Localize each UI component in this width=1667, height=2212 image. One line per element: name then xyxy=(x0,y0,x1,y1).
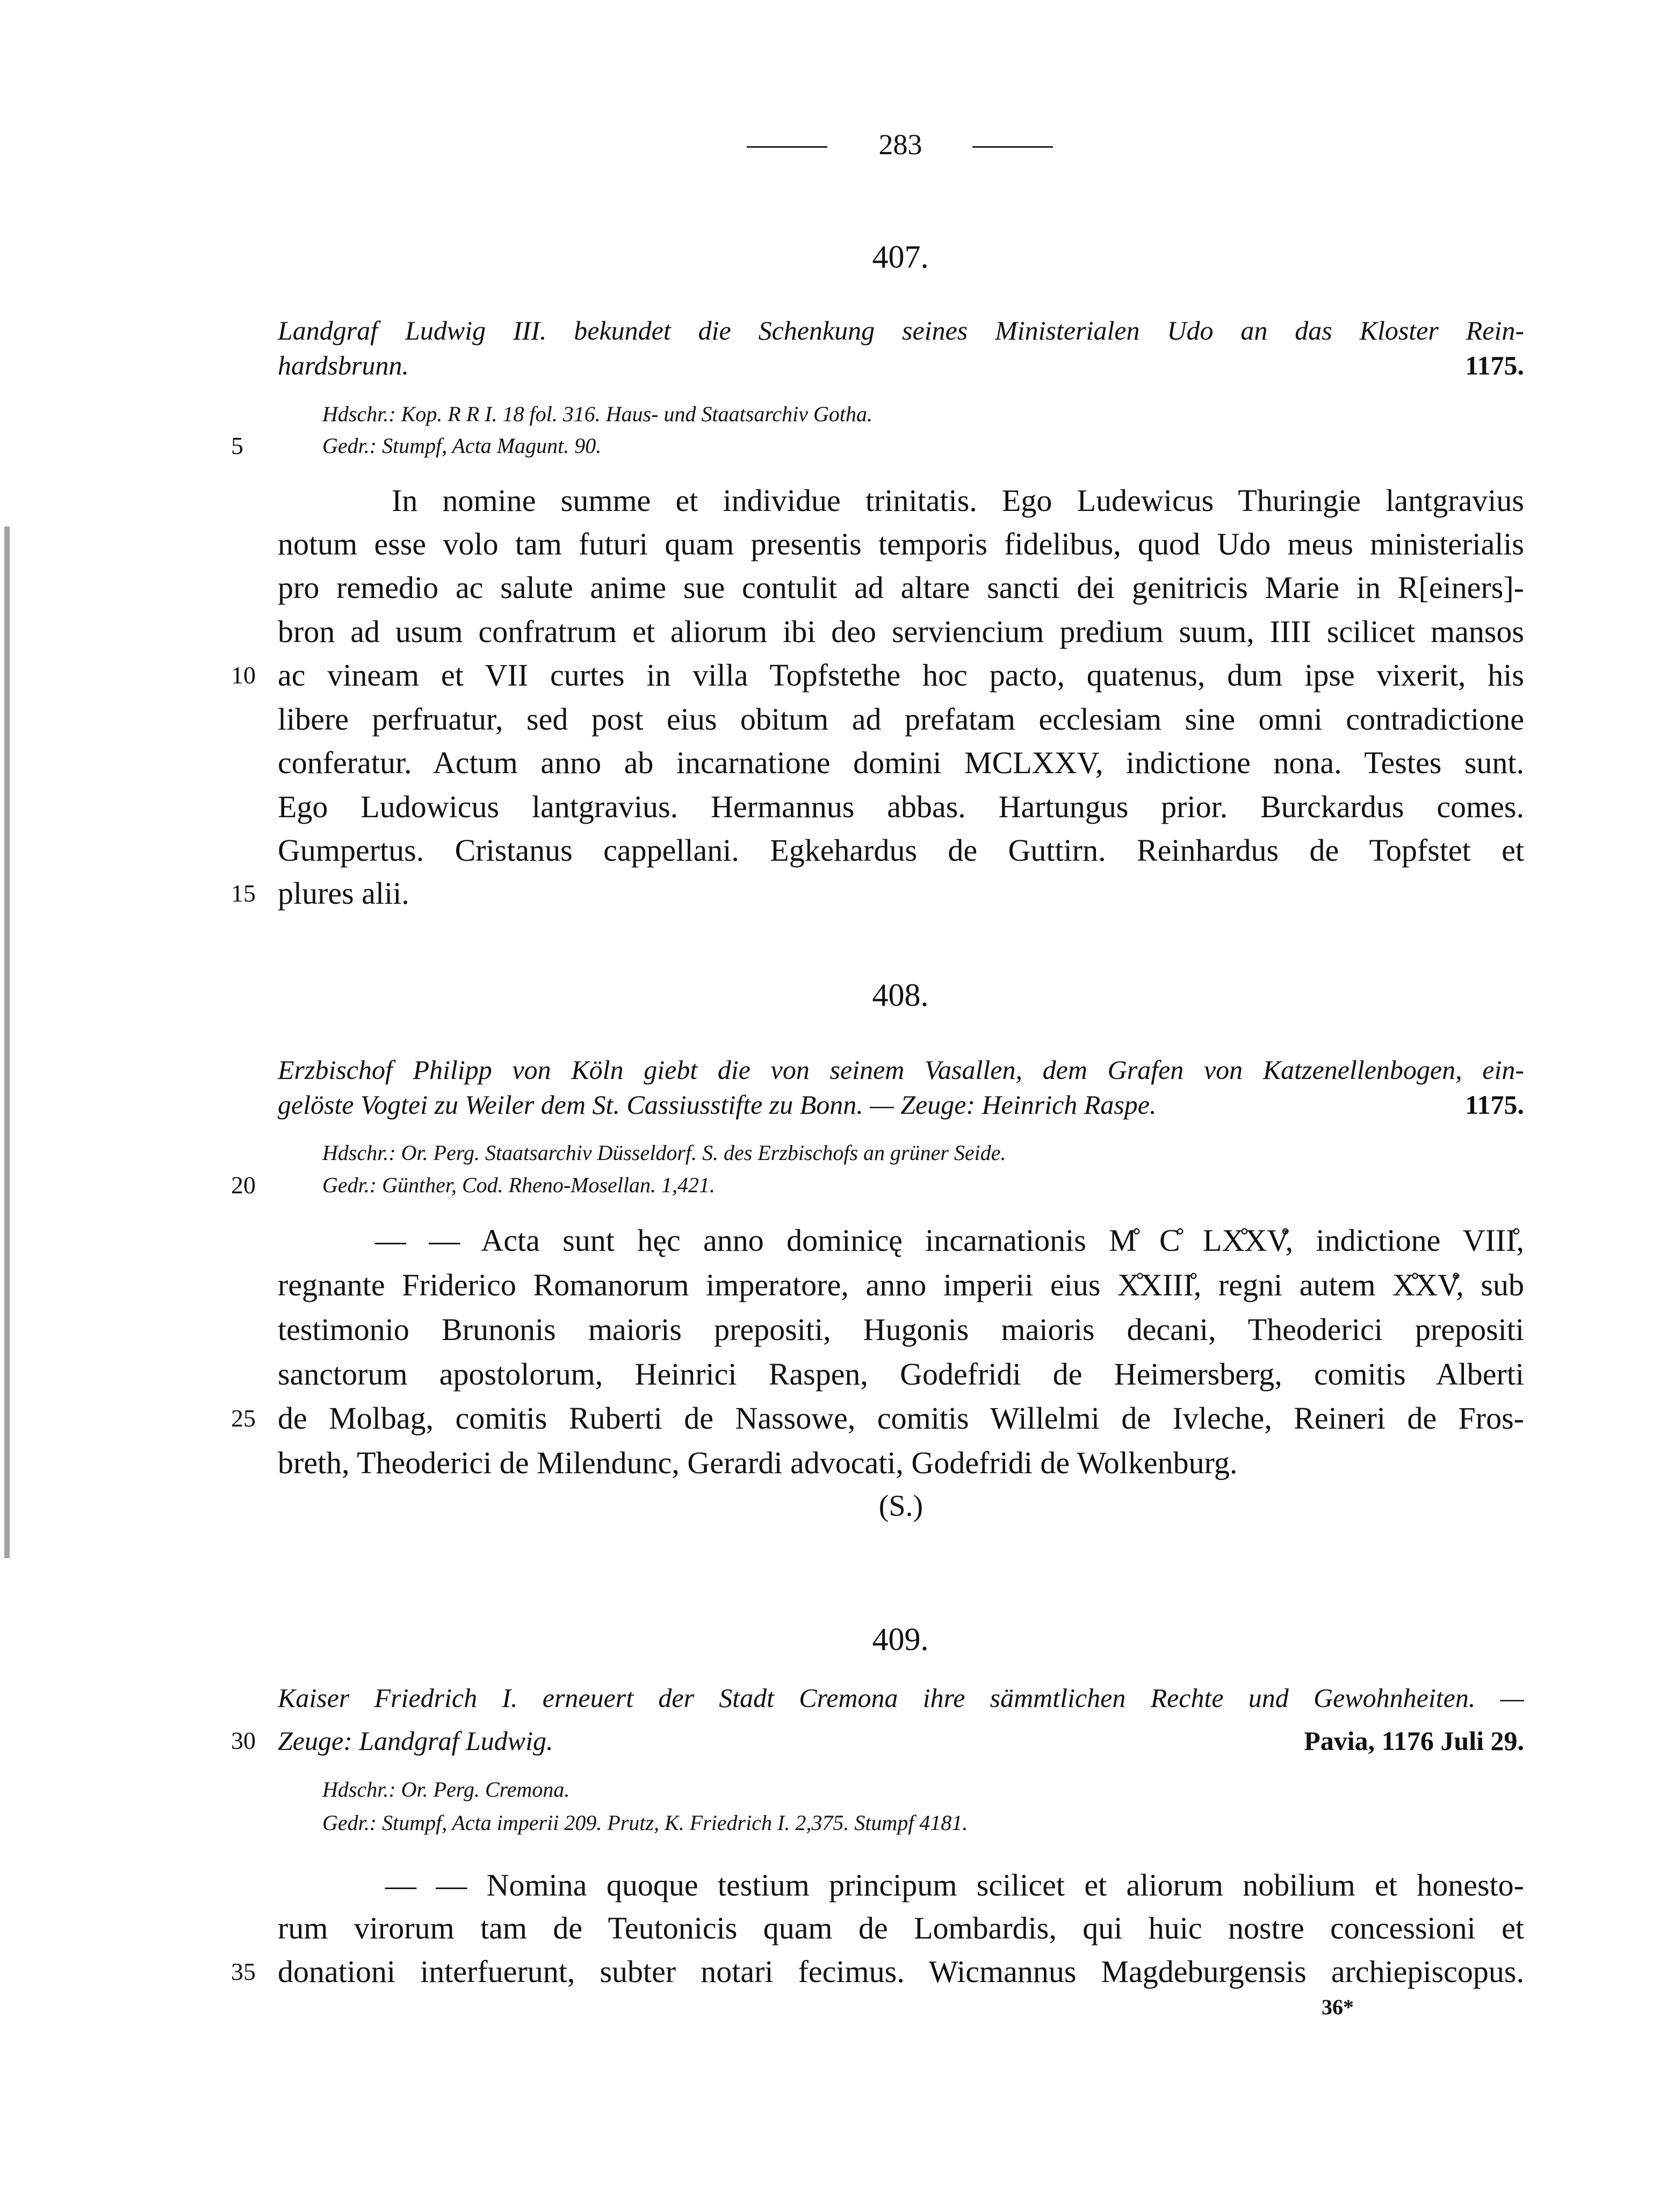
seal-mark: (S.) xyxy=(878,1489,923,1523)
regest-heading-line xyxy=(278,1087,1524,1122)
document-number: 407. xyxy=(872,239,929,275)
text-line: rum virorum tam de Teutonicis quam de Lombardis, qui huic nostre concessioni et xyxy=(278,1911,1524,1946)
document-date: 1175. xyxy=(1465,1090,1524,1120)
text-line: donationi interfuerunt, subter notari fecimus. Wicmannus Magdeburgensis archiepiscopus. xyxy=(278,1954,1524,1989)
text-line: — — Acta sunt hęc anno dominicę incarnationis M̊ C̊ LX̊XV̊, indictione VIII̊, xyxy=(375,1223,1524,1258)
line-number: 10 xyxy=(231,661,256,689)
regest-heading-text: gelöste Vogtei zu Weiler dem St. Cassiusstifte zu Bonn. — Zeuge: Heinrich Raspe. xyxy=(278,1090,1157,1120)
text-line: pro remedio ac salute anime sue contulit ad altare sancti dei genitricis Marie in R[einers]- xyxy=(278,570,1524,605)
document-date: Pavia, 1176 Juli 29. xyxy=(1304,1726,1524,1756)
signature-mark: 36* xyxy=(1322,1995,1354,2019)
text-line: breth, Theoderici de Milendunc, Gerardi advocati, Godefridi de Wolkenburg. xyxy=(278,1445,1238,1480)
text-line: Gumpertus. Cristanus cappellani. Egkehardus de Guttirn. Reinhardus de Topfstet et xyxy=(278,833,1524,868)
text-line: In nomine summe et individue trinitatis. Ego Ludewicus Thuringie lantgravius xyxy=(392,483,1524,518)
text-line: regnante Friderico Romanorum imperatore, anno imperii eius X̊XIII̊, regni autem X̊XV̊, sub xyxy=(278,1267,1524,1302)
text-line: ac vineam et VII curtes in villa Topfstethe hoc pacto, quatenus, dum ipse vixerit, his xyxy=(278,658,1524,693)
manuscript-note: Hdschr.: Or. Perg. Staatsarchiv Düsseldorf. S. des Erzbischofs an grüner Seide. xyxy=(322,1141,1006,1165)
line-number: 30 xyxy=(231,1727,256,1754)
print-note: Gedr.: Günther, Cod. Rheno-Mosellan. 1,421. xyxy=(322,1173,716,1197)
text-line: bron ad usum confratrum et aliorum ibi deo serviencium predium suum, IIII scilicet mansos xyxy=(278,614,1524,649)
regest-heading-line xyxy=(278,348,1524,383)
text-line: testimonio Brunonis maioris prepositi, Hugonis maioris decani, Theoderici prepositi xyxy=(278,1312,1524,1347)
text-line: — — Nomina quoque testium principum scilicet et aliorum nobilium et honesto- xyxy=(385,1868,1524,1903)
line-number: 5 xyxy=(231,432,243,459)
line-number: 25 xyxy=(231,1404,256,1432)
print-note: Gedr.: Stumpf, Acta Magunt. 90. xyxy=(322,434,602,458)
regest-heading-line: Erzbischof Philipp von Köln giebt die von seinem Vasallen, dem Grafen von Katzenellenbogen, ein- xyxy=(278,1055,1524,1085)
text-line: de Molbag, comitis Ruberti de Nassowe, comitis Willelmi de Ivleche, Reineri de Fros- xyxy=(278,1401,1524,1436)
text-line: sanctorum apostolorum, Heinrici Raspen, Godefridi de Heimersberg, comitis Alberti xyxy=(278,1357,1524,1392)
regest-heading-line: Kaiser Friedrich I. erneuert der Stadt Cremona ihre sämmtlichen Rechte und Gewohnheiten. — xyxy=(278,1683,1524,1713)
print-note: Gedr.: Stumpf, Acta imperii 209. Prutz, K. Friedrich I. 2,375. Stumpf 4181. xyxy=(322,1811,968,1835)
page-number: 283 xyxy=(878,128,922,161)
document-number: 408. xyxy=(872,977,929,1013)
scan-edge-shadow xyxy=(4,527,10,1558)
line-number: 15 xyxy=(231,880,256,907)
manuscript-note: Hdschr.: Kop. R R I. 18 fol. 316. Haus- und Staatsarchiv Gotha. xyxy=(322,402,873,426)
document-number: 409. xyxy=(872,1622,929,1657)
regest-heading-text: Zeuge: Landgraf Ludwig. xyxy=(278,1726,553,1756)
manuscript-note: Hdschr.: Or. Perg. Cremona. xyxy=(322,1777,570,1802)
text-line: notum esse volo tam futuri quam presentis temporis fidelibus, quod Udo meus ministerialis xyxy=(278,527,1524,561)
text-line: Ego Ludowicus lantgravius. Hermannus abbas. Hartungus prior. Burckardus comes. xyxy=(278,789,1524,824)
regest-heading-text: hardsbrunn. xyxy=(278,350,409,380)
text-line: plures alii. xyxy=(278,876,409,911)
line-number: 20 xyxy=(231,1171,256,1199)
document-date: 1175. xyxy=(1465,350,1524,380)
regest-heading-line: Landgraf Ludwig III. bekundet die Schenkung seines Ministerialen Udo an das Kloster Rein- xyxy=(278,315,1524,345)
line-number: 35 xyxy=(231,1958,256,1985)
text-line: conferatur. Actum anno ab incarnatione domini MCLXXV, indictione nona. Testes sunt. xyxy=(278,745,1524,780)
regest-heading-line xyxy=(278,1724,1524,1758)
page-number-rule-right xyxy=(972,146,1053,148)
text-line: libere perfruatur, sed post eius obitum ad prefatam ecclesiam sine omni contradictione xyxy=(278,702,1524,737)
